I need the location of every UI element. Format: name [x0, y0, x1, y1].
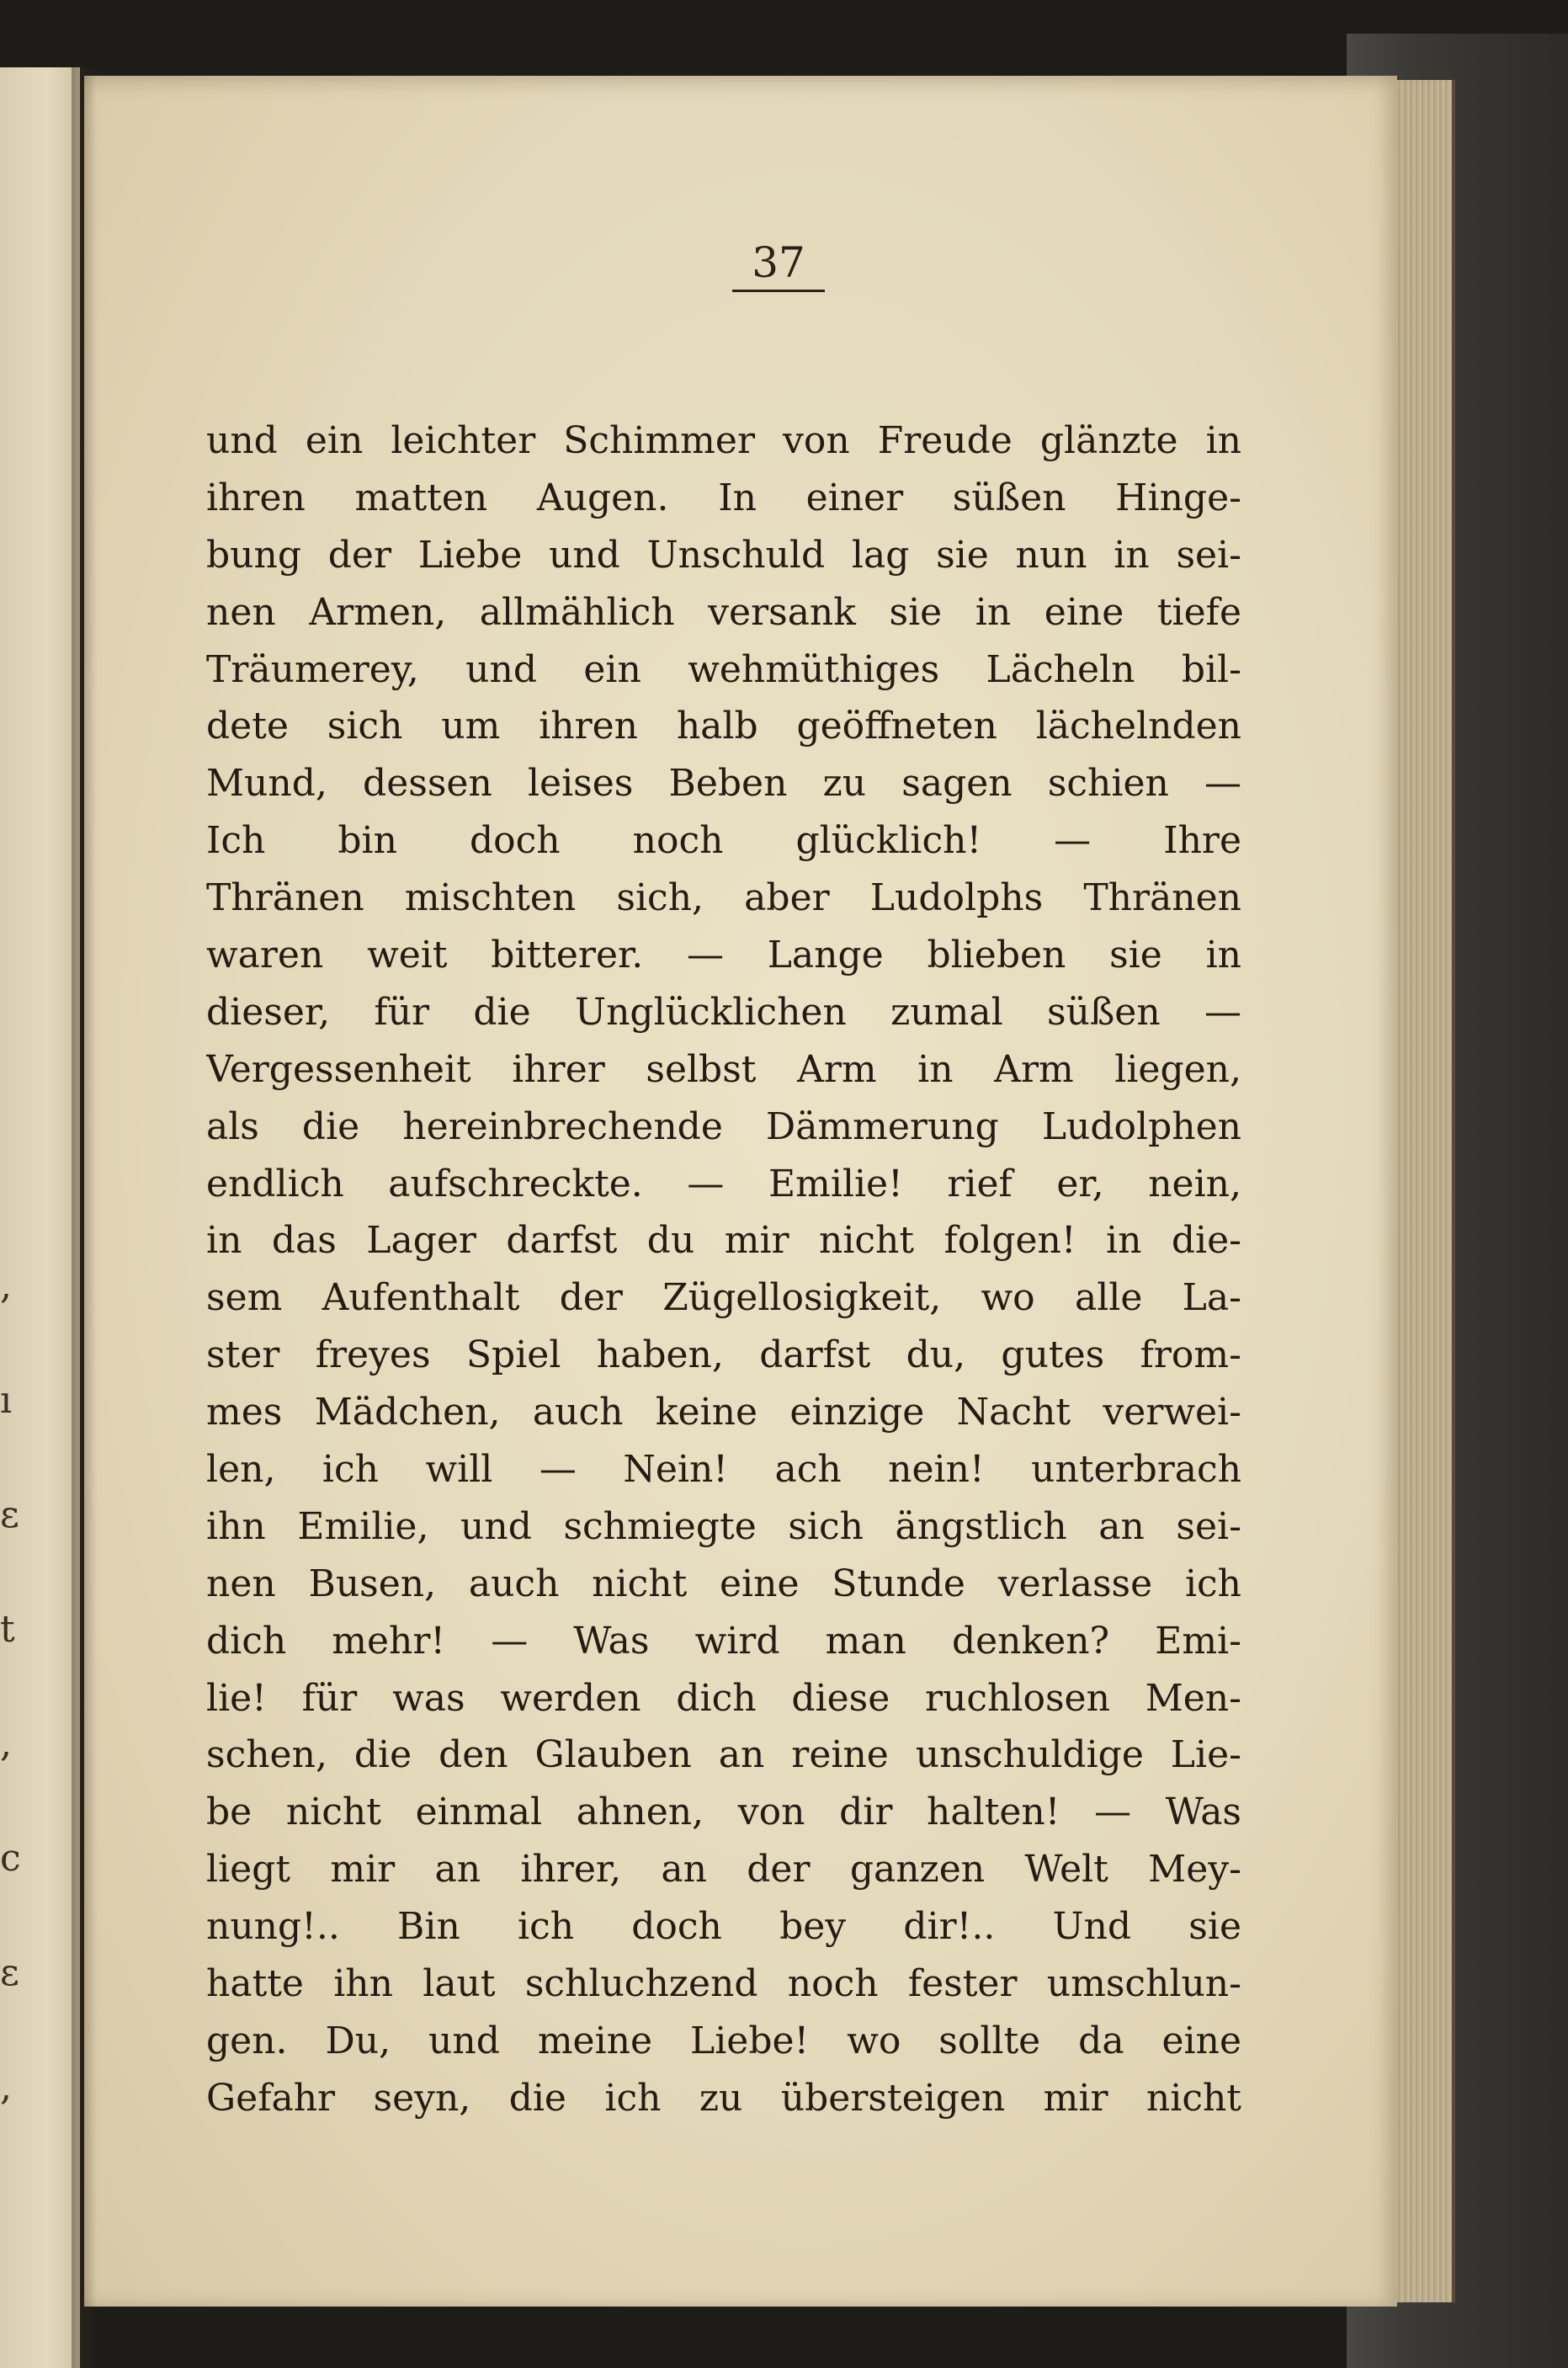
text-line: gen. Du, und meine Liebe! wo sollte da eine	[206, 2019, 1241, 2062]
text-line: bung der Liebe und Unschuld lag sie nun in sei-	[206, 533, 1241, 577]
text-line: sem Aufenthalt der Zügellosigkeit, wo alle La-	[206, 1276, 1241, 1320]
text-line: Gefahr seyn, die ich zu übersteigen mir nicht	[206, 2076, 1241, 2120]
page-text	[206, 412, 1241, 2127]
text-line: Ich bin doch noch glücklich! — Ihre	[206, 819, 1241, 863]
margin-mark: ,	[0, 2066, 12, 2109]
text-line: liegt mir an ihrer, an der ganzen Welt Mey-	[206, 1848, 1241, 1892]
text-line: Vergessenheit ihrer selbst Arm in Arm liegen,	[206, 1047, 1241, 1091]
text-line: schen, die den Glauben an reine unschuldige Lie-	[206, 1733, 1241, 1777]
text-line: waren weit bitterer. — Lange blieben sie in	[206, 934, 1241, 977]
margin-mark: ,	[0, 1264, 12, 1307]
text-line: len, ich will — Nein! ach nein! unterbrach	[206, 1448, 1241, 1492]
facing-page-margin-marks	[0, 1229, 34, 2155]
text-line: dete sich um ihren halb geöffneten lächelnden	[206, 705, 1241, 748]
facing-page	[0, 67, 80, 2368]
text-line: Thränen mischten sich, aber Ludolphs Thränen	[206, 876, 1241, 920]
text-line: dich mehr! — Was wird man denken? Emi-	[206, 1619, 1241, 1663]
text-line: mes Mädchen, auch keine einzige Nacht verwei-	[206, 1391, 1241, 1434]
text-line: Mund, dessen leises Beben zu sagen schien —	[206, 762, 1241, 806]
text-line: als die hereinbrechende Dämmerung Ludolphen	[206, 1104, 1241, 1148]
text-line: nen Busen, auch nicht eine Stunde verlasse ich	[206, 1562, 1241, 1605]
book-page	[84, 76, 1397, 2307]
text-line: dieser, für die Unglücklichen zumal süßen —	[206, 990, 1241, 1034]
margin-mark: ,	[0, 1722, 12, 1765]
margin-mark: ɛ	[0, 1951, 19, 1994]
text-line: ihren matten Augen. In einer süßen Hinge-	[206, 476, 1241, 519]
text-line: Träumerey, und ein wehmüthiges Lächeln bil-	[206, 647, 1241, 691]
text-line: ster freyes Spiel haben, darfst du, gutes from-	[206, 1333, 1241, 1377]
margin-mark: ɛ	[0, 1493, 19, 1536]
gutter-shadow	[72, 67, 97, 2368]
text-line: hatte ihn laut schluchzend noch fester umschlun-	[206, 1962, 1241, 2006]
margin-mark: ı	[0, 1379, 13, 1422]
text-line: ihn Emilie, und schmiegte sich ängstlich an sei-	[206, 1504, 1241, 1548]
text-line: nen Armen, allmählich versank sie in eine tiefe	[206, 590, 1241, 634]
text-line: lie! für was werden dich diese ruchlosen Men-	[206, 1676, 1241, 1720]
text-line: endlich aufschreckte. — Emilie! rief er, nein,	[206, 1162, 1241, 1205]
text-line: nung!.. Bin ich doch bey dir!.. Und sie	[206, 1905, 1241, 1949]
margin-mark: t	[0, 1608, 15, 1651]
text-line: be nicht einmal ahnen, von dir halten! — Was	[206, 1791, 1241, 1834]
text-line: in das Lager darfst du mir nicht folgen! in die-	[206, 1219, 1241, 1263]
margin-mark: c	[0, 1837, 21, 1880]
text-line: und ein leichter Schimmer von Freude glänzte in	[206, 419, 1241, 462]
page-number: 37	[732, 236, 825, 292]
